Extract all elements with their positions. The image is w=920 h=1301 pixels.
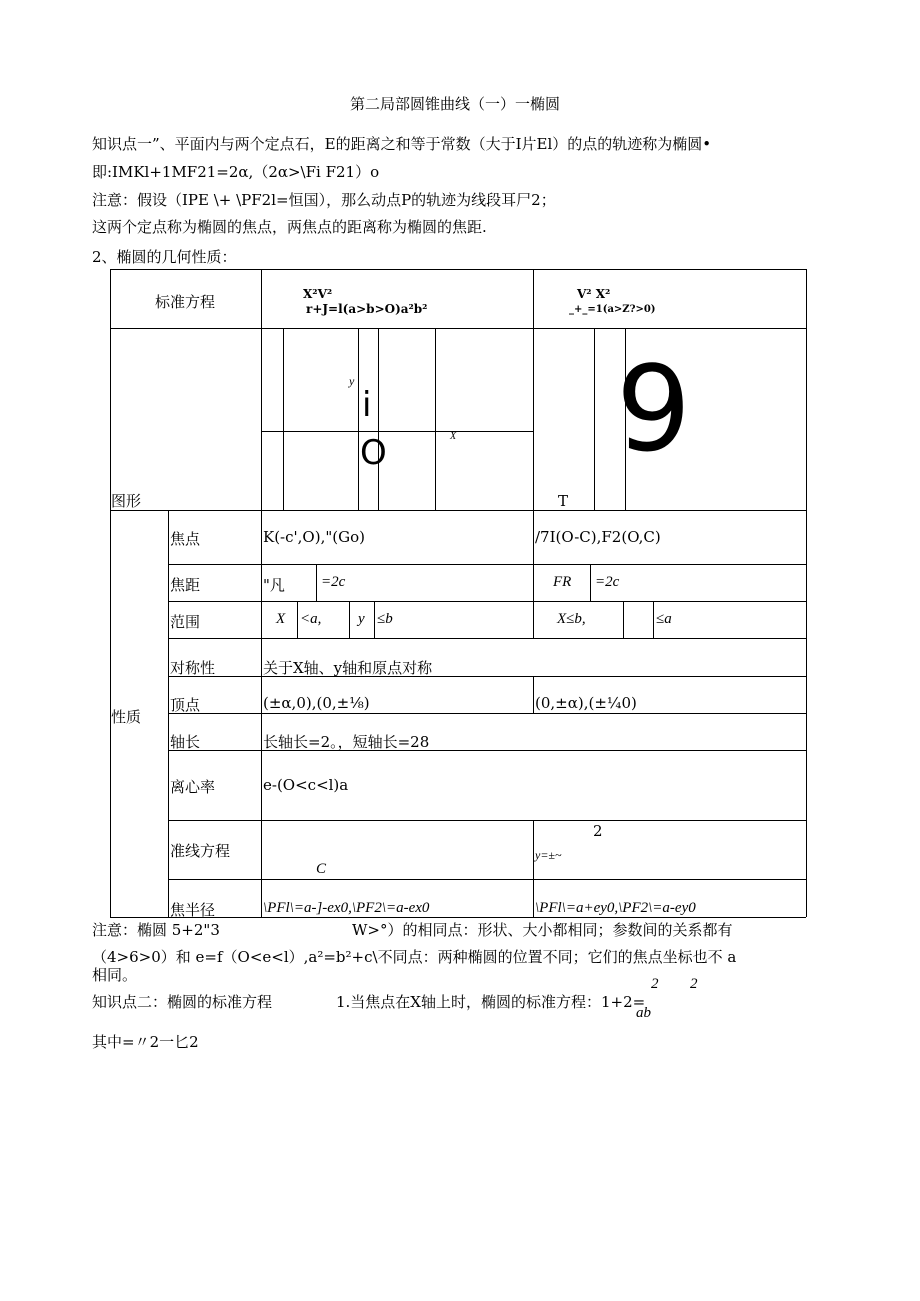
focus-horizontal: K(-c',O),"(Go) xyxy=(263,528,365,546)
focal-length-label: 焦距 xyxy=(170,576,201,594)
directrix-horizontal: C xyxy=(316,861,327,877)
eccentricity-value: e-(O<c<l)a xyxy=(263,776,349,794)
note-1a: 注意：椭圆 5+2"3 xyxy=(92,921,220,939)
knowledge-point-2-exp-2: 2 xyxy=(690,976,698,992)
focal-radius-horizontal: \PFl\=a-]-ex0,\PF2\=a-ex0 xyxy=(263,900,430,916)
std2-top: V² X² xyxy=(577,287,611,301)
knowledge-point-2-exp-1: 2 xyxy=(651,976,659,992)
graph1-y-axis-label: y xyxy=(349,374,355,388)
intro-line-4: 这两个定点称为椭圆的焦点，两焦点的距离称为椭圆的焦距. xyxy=(92,218,487,236)
page-title: 第二局部圆锥曲线（一）一椭圆 xyxy=(350,95,561,113)
vertex-horizontal: (±α,0),(0,±⅛) xyxy=(263,694,370,712)
graph1-origin-mark: O xyxy=(360,433,387,473)
axis-value: 长轴长=2。，短轴长=28 xyxy=(263,733,430,751)
note-1b: W>°）的相同点：形状、大小都相同；参数间的关系都有 xyxy=(352,921,733,939)
symmetry-value: 关于X轴、y轴和原点对称 xyxy=(263,659,433,677)
axis-label: 轴长 xyxy=(170,733,201,751)
range-1d: ≤b xyxy=(377,611,393,627)
range-1b: <a, xyxy=(300,611,322,627)
focal-length-2b: =2c xyxy=(595,574,620,590)
symmetry-label: 对称性 xyxy=(170,659,216,677)
std1-top: X²V² xyxy=(303,287,333,301)
intro-line-5: 2、椭圆的几何性质： xyxy=(92,248,237,266)
note-2: （4>6>0）和 e=f（O<e<l）,a²=b²+c\不同点：两种椭圆的位置不同；它们的焦点坐标也不 a xyxy=(92,948,737,966)
graph2-figure-mark: 9 xyxy=(616,340,692,478)
std1-bottom: r+J=l(a>b>O)a²b² xyxy=(306,302,428,316)
knowledge-point-2-label: 知识点二：椭圆的标准方程 xyxy=(92,993,273,1011)
intro-line-3: 注意：假设（IPE \+ \PF2l=恒国），那么动点P的轨迹为线段耳尸2； xyxy=(92,191,556,209)
range-2a: X≤b, xyxy=(557,611,586,627)
focal-length-1a: "凡 xyxy=(263,576,285,594)
note-3: 相同。 xyxy=(92,966,138,984)
intro-line-2: 即:IMKl+1MF21=2α,（2α>\Fi F21）o xyxy=(92,163,380,181)
focal-length-2a: FR xyxy=(553,574,572,590)
range-2b: ≤a xyxy=(656,611,672,627)
focal-radius-label: 焦半径 xyxy=(170,901,216,919)
directrix-vertical: y=±~ xyxy=(535,848,562,862)
graph2-t-label: T xyxy=(558,492,569,510)
range-1a: X xyxy=(276,611,286,627)
std-label: 标准方程 xyxy=(155,293,216,311)
knowledge-point-2-text: 1.当焦点在X轴上时，椭圆的标准方程：1+2= xyxy=(336,993,646,1011)
range-label: 范围 xyxy=(170,613,201,631)
focus-vertical: /7I(O-C),F2(O,C) xyxy=(535,528,661,546)
knowledge-point-2-denominator: ab xyxy=(636,1005,651,1021)
range-1c: y xyxy=(358,611,365,627)
note-5: 其中=〃2一匕2 xyxy=(92,1033,199,1051)
focus-label: 焦点 xyxy=(170,530,201,548)
directrix-vertical-top: 2 xyxy=(593,822,603,840)
std2-bottom: _+_=1(a>Z?>0) xyxy=(569,304,656,315)
eccentricity-label: 离心率 xyxy=(170,778,216,796)
vertex-vertical: (0,±α),(±¼0) xyxy=(535,694,637,712)
graph-label: 图形 xyxy=(111,492,142,510)
directrix-label: 准线方程 xyxy=(170,842,231,860)
intro-line-1: 知识点一”、平面内与两个定点石，E的距离之和等于常数（大于I片El）的点的轨迹称为椭圆• xyxy=(92,135,712,153)
graph1-i-mark: i xyxy=(362,385,372,425)
props-label: 性质 xyxy=(111,708,142,726)
graph1-x-axis-label: X xyxy=(450,431,457,442)
vertex-label: 顶点 xyxy=(170,696,201,714)
focal-length-1b: =2c xyxy=(321,574,346,590)
focal-radius-vertical: \PFl\=a+ey0,\PF2\=a-ey0 xyxy=(535,900,696,916)
